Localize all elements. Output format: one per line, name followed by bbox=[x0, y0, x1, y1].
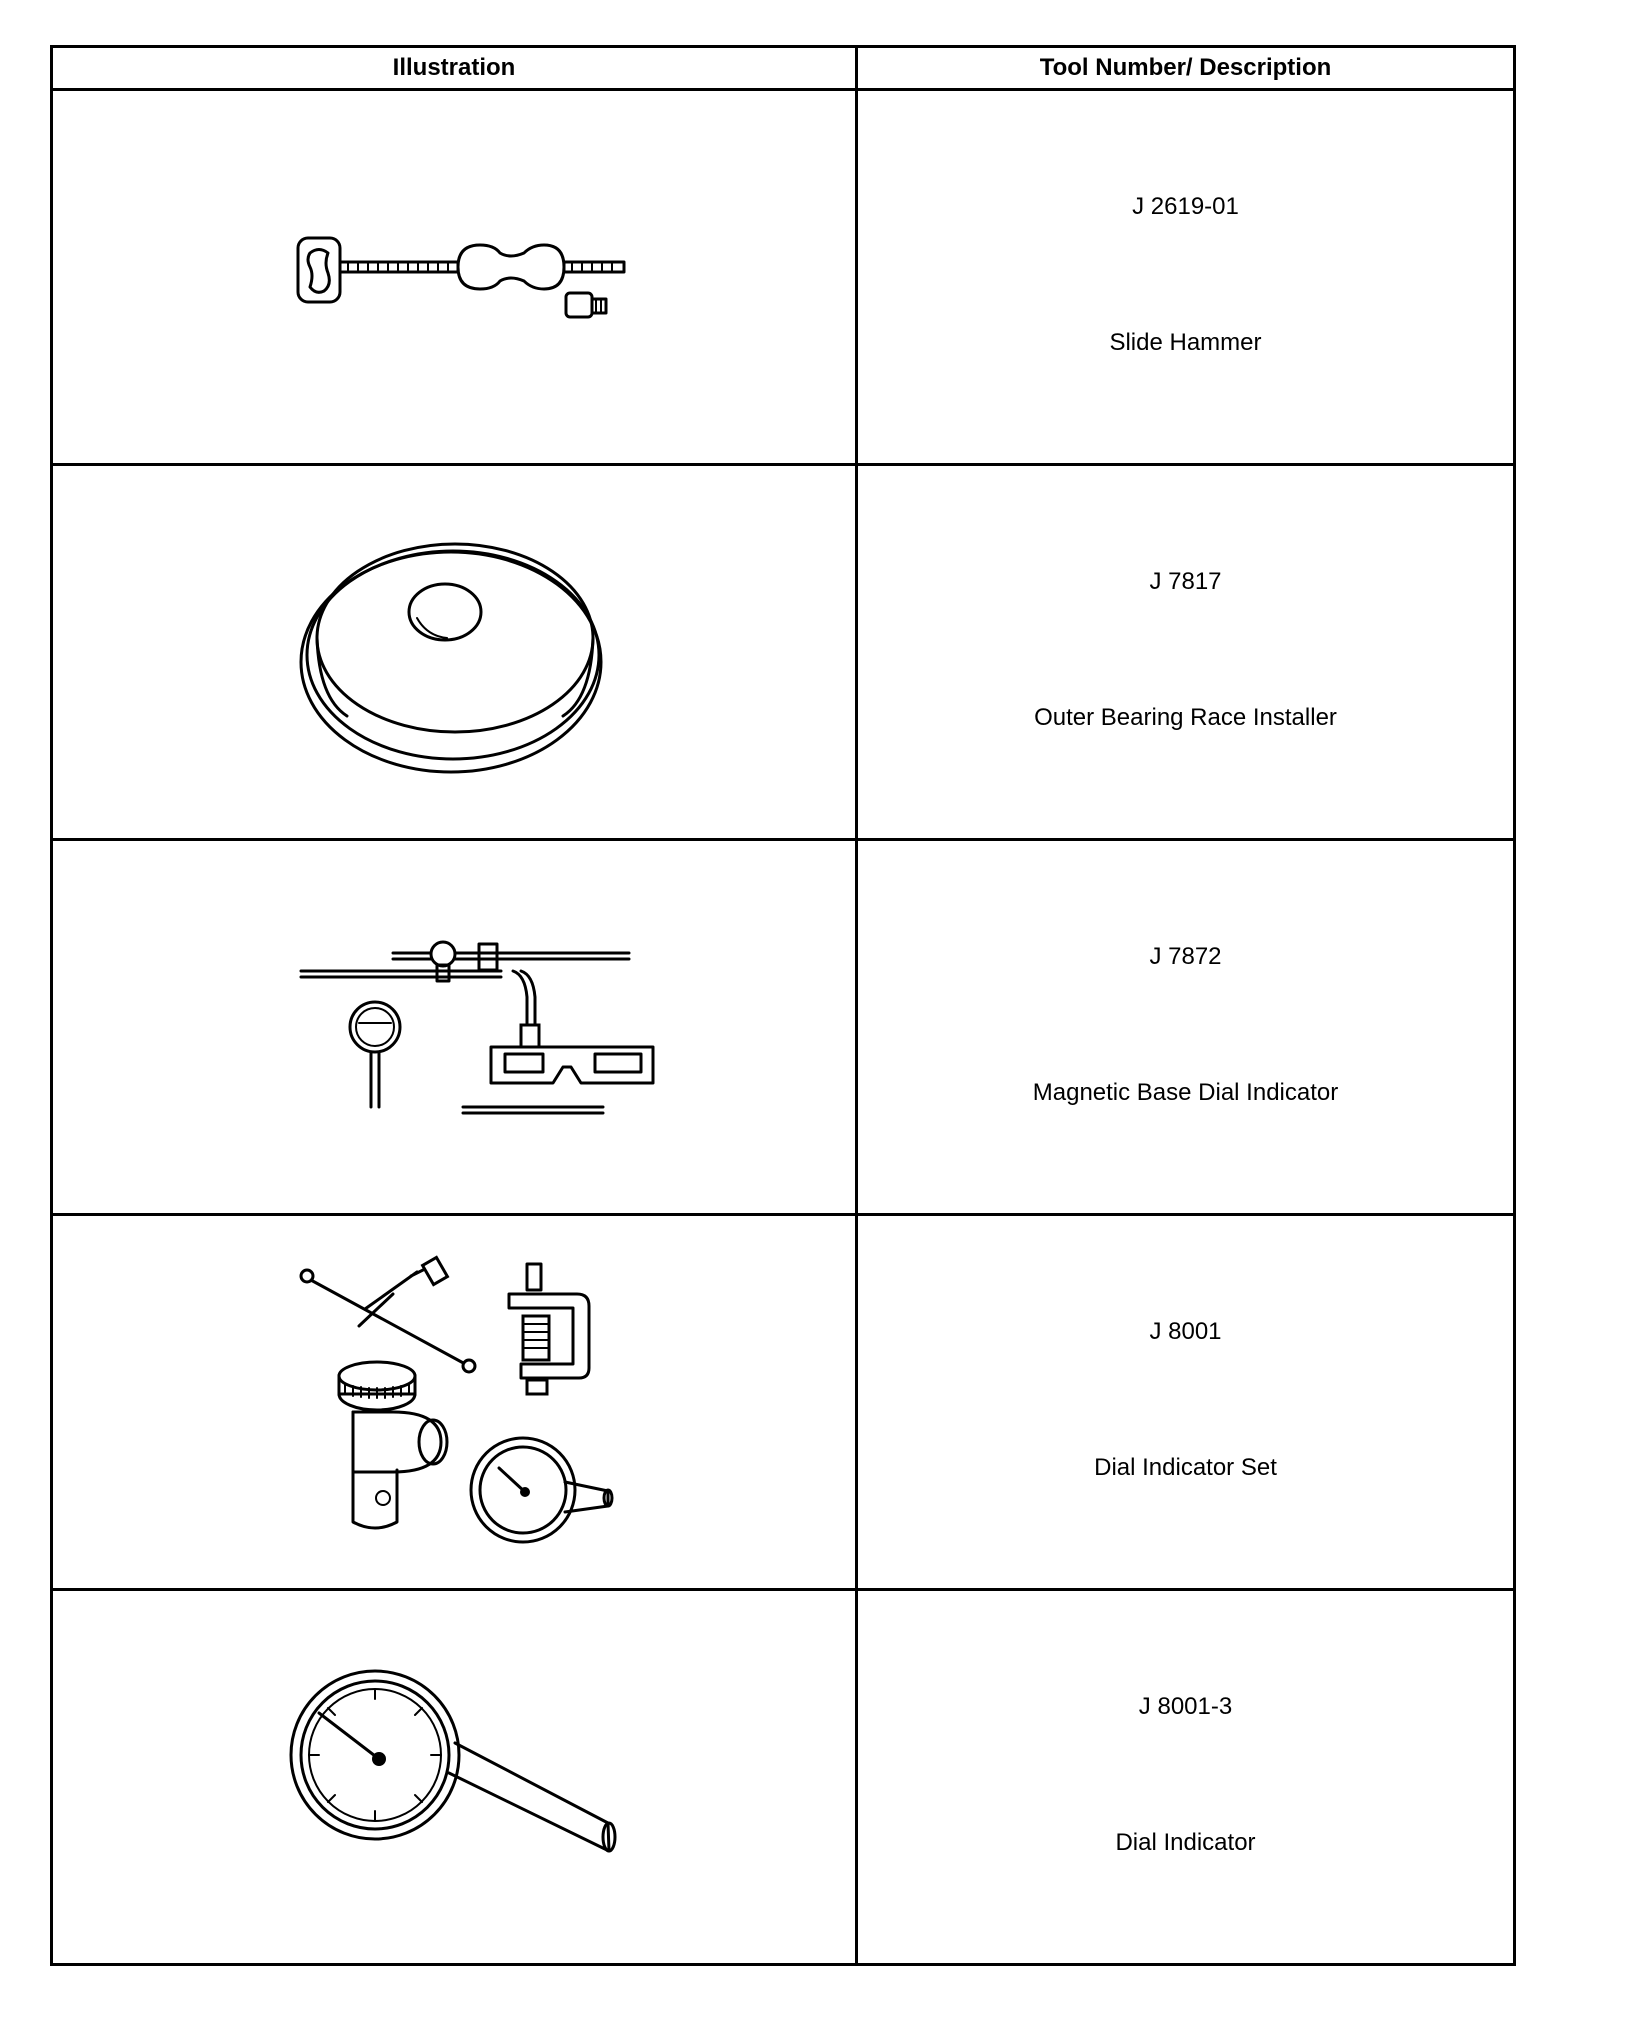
tool-info-cell bbox=[857, 1215, 1515, 1590]
illustration-cell bbox=[52, 840, 857, 1215]
table-row bbox=[52, 1590, 1515, 1965]
table-row bbox=[52, 840, 1515, 1215]
dial-indicator-set-icon bbox=[53, 1216, 858, 1588]
special-tools-table bbox=[50, 45, 1516, 1966]
table-row bbox=[52, 1215, 1515, 1590]
table-row bbox=[52, 90, 1515, 465]
table-row bbox=[52, 465, 1515, 840]
header-tool-number-description: Tool Number/ Description bbox=[857, 47, 1515, 90]
tool-info-cell bbox=[857, 840, 1515, 1215]
tool-info-cell bbox=[857, 465, 1515, 840]
tool-number: J 8001-3 bbox=[1138, 1693, 1233, 1720]
tool-number: J 2619-01 bbox=[1132, 193, 1239, 220]
tool-number: J 8001 bbox=[1149, 1318, 1222, 1345]
tool-info-cell bbox=[857, 1590, 1515, 1965]
tool-info-cell bbox=[857, 90, 1515, 465]
tool-description: Magnetic Base Dial Indicator bbox=[1032, 1079, 1339, 1106]
illustration-cell bbox=[52, 465, 857, 840]
tool-number: J 7817 bbox=[1149, 568, 1222, 595]
table-header-row bbox=[52, 47, 1515, 90]
tool-description: Dial Indicator Set bbox=[1094, 1454, 1277, 1481]
tool-description: Slide Hammer bbox=[1109, 329, 1262, 356]
tool-description: Outer Bearing Race Installer bbox=[1034, 704, 1337, 731]
dial-indicator-icon bbox=[53, 1591, 858, 1963]
tool-description: Dial Indicator bbox=[1115, 1829, 1256, 1856]
header-illustration: Illustration bbox=[52, 47, 857, 90]
illustration-cell bbox=[52, 1215, 857, 1590]
illustration-cell bbox=[52, 1590, 857, 1965]
slide-hammer-icon bbox=[53, 91, 858, 463]
tool-number: J 7872 bbox=[1149, 943, 1222, 970]
bearing-race-installer-icon bbox=[53, 466, 858, 838]
illustration-cell bbox=[52, 90, 857, 465]
magnetic-base-dial-indicator-icon bbox=[53, 841, 858, 1213]
